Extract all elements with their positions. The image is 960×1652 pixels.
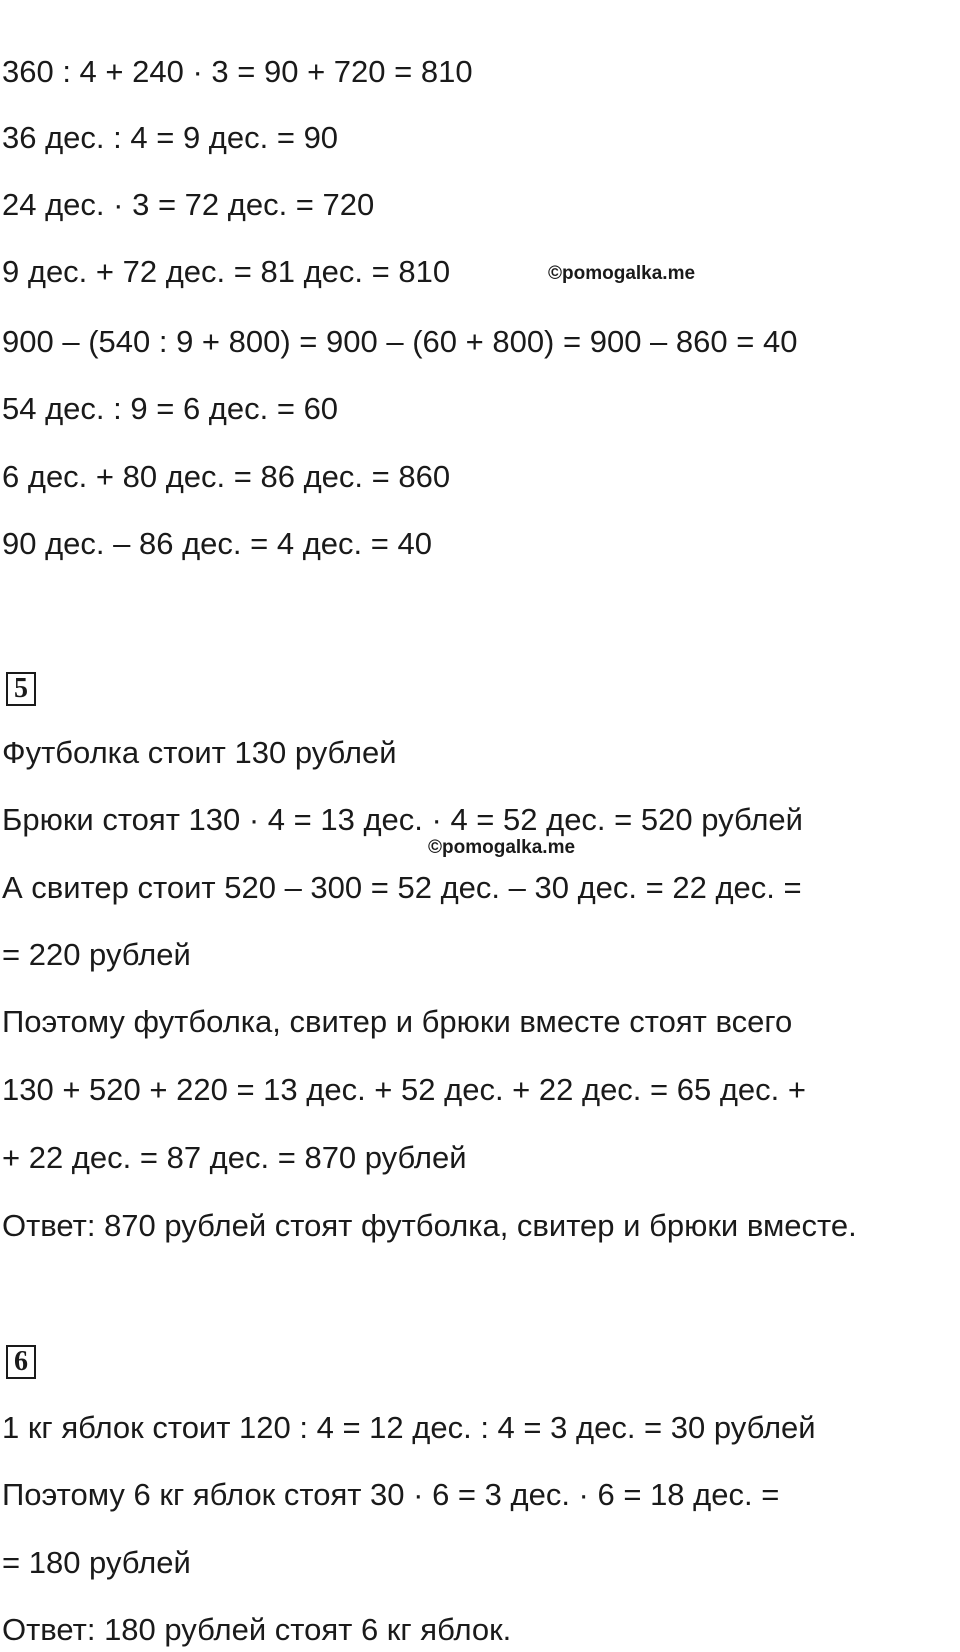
solution-line: 90 дес. – 86 дес. = 4 дес. = 40 [2, 526, 432, 561]
watermark: ©pomogalka.me [548, 263, 696, 284]
solution-line: 54 дес. : 9 = 6 дес. = 60 [2, 391, 339, 426]
solution-line: А свитер стоит 520 – 300 = 52 дес. – 30 дес. = 22 дес. = [2, 870, 802, 905]
answer-line: Ответ: 180 рублей стоят 6 кг яблок. [2, 1612, 512, 1647]
solution-line: Брюки стоят 130 · 4 = 13 дес. · 4 = 52 дес. = 520 рублей [2, 802, 803, 837]
task-number-box: 5 [6, 672, 36, 706]
solution-line: Поэтому футболка, свитер и брюки вместе стоят всего [2, 1004, 793, 1039]
solution-line: 130 + 520 + 220 = 13 дес. + 52 дес. + 22 дес. = 65 дес. + [2, 1072, 807, 1107]
solution-line: 6 дес. + 80 дес. = 86 дес. = 860 [2, 459, 451, 494]
solution-line: Футболка стоит 130 рублей [2, 735, 397, 770]
solution-line: 360 : 4 + 240 · 3 = 90 + 720 = 810 [2, 54, 473, 89]
solution-line: = 220 рублей [2, 937, 191, 972]
solution-line: + 22 дес. = 87 дес. = 870 рублей [2, 1140, 467, 1175]
solution-line: 36 дес. : 4 = 9 дес. = 90 [2, 120, 339, 155]
solution-line: 9 дес. + 72 дес. = 81 дес. = 810 [2, 254, 451, 289]
solution-line: = 180 рублей [2, 1545, 191, 1580]
solution-line: Поэтому 6 кг яблок стоят 30 · 6 = 3 дес. · 6 = 18 дес. = [2, 1477, 780, 1512]
watermark: ©pomogalka.me [428, 837, 576, 858]
solution-line: 24 дес. · 3 = 72 дес. = 720 [2, 187, 375, 222]
answer-line: Ответ: 870 рублей стоят футболка, свитер и брюки вместе. [2, 1208, 857, 1243]
solution-line: 1 кг яблок стоит 120 : 4 = 12 дес. : 4 = 3 дес. = 30 рублей [2, 1410, 816, 1445]
task-number-box: 6 [6, 1345, 36, 1379]
solution-line: 900 – (540 : 9 + 800) = 900 – (60 + 800) = 900 – 860 = 40 [2, 324, 798, 359]
